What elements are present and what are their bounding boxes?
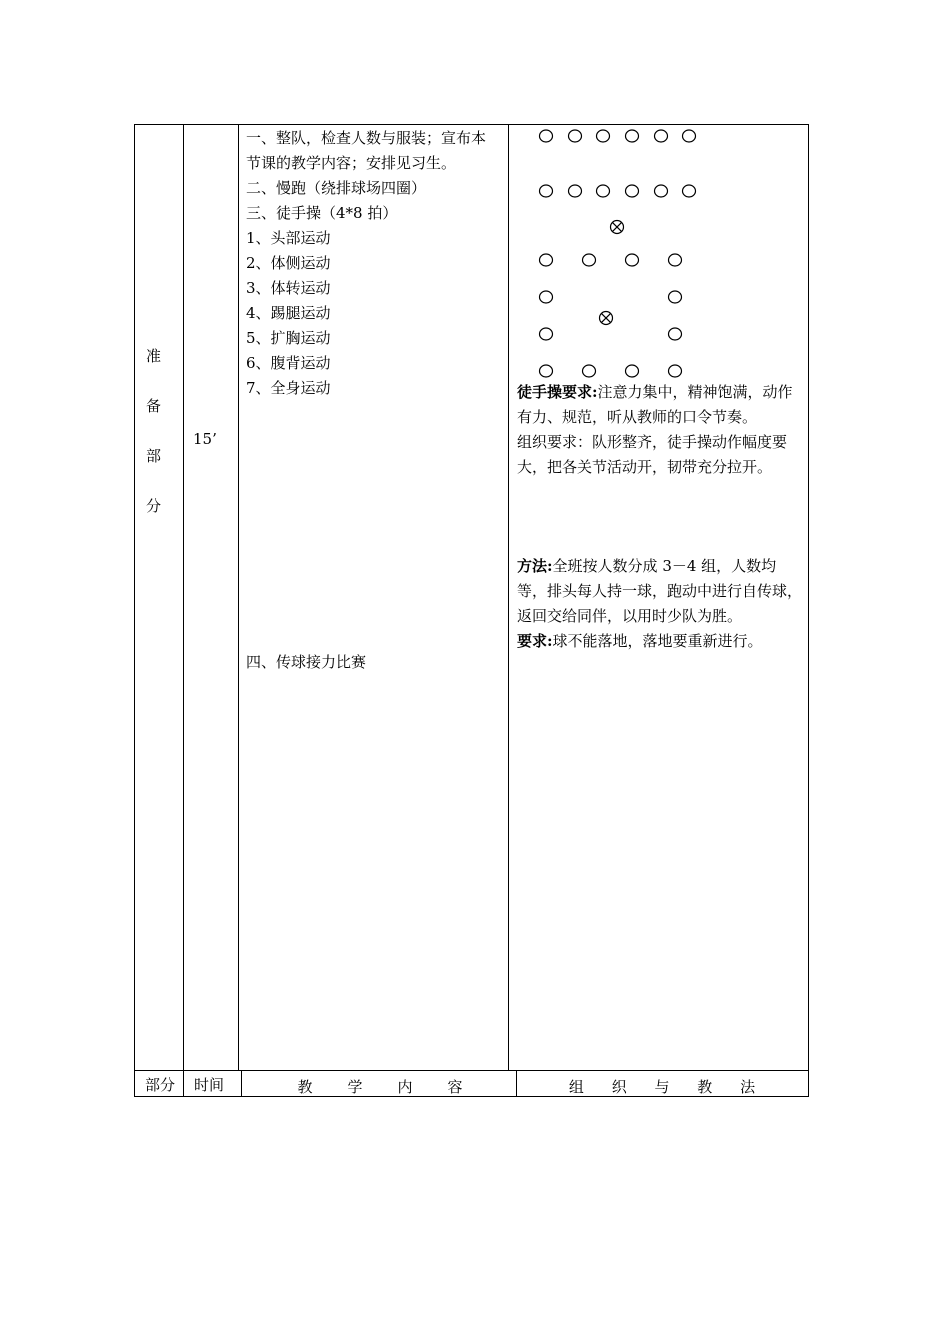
content-line: 二、慢跑（绕排球场四圈） — [246, 179, 427, 197]
footer-content-label — [280, 1076, 480, 1097]
student-marker — [683, 185, 696, 197]
game-method — [517, 554, 802, 629]
time-value: 15’ — [193, 430, 217, 448]
student-marker — [583, 254, 596, 266]
student-marker — [626, 185, 639, 197]
game-requirement — [517, 629, 802, 654]
exercise-requirement-text: 注意力集中，精神饱满，动作有力、规范，听从教师的口令节奏。 — [517, 383, 793, 426]
student-marker — [540, 365, 553, 377]
content-line: 1、头部运动 — [246, 229, 331, 247]
game-requirement-label: 要求: — [517, 632, 553, 650]
teacher-marker — [611, 221, 624, 234]
footer-content-char: 学 — [347, 1078, 363, 1096]
section-label-char: 准 — [146, 347, 162, 365]
section-label-char: 部 — [146, 447, 162, 465]
relay-game-title: 四、传球接力比赛 — [246, 653, 367, 671]
student-marker — [669, 365, 682, 377]
content-line: 6、腹背运动 — [246, 354, 331, 372]
student-marker — [597, 185, 610, 197]
content-line: 一、整队，检查人数与服装；宣布本 — [246, 129, 487, 147]
content-line: 4、踢腿运动 — [246, 304, 331, 322]
exercise-requirement — [517, 380, 802, 430]
student-marker — [655, 185, 668, 197]
content-line: 三、徒手操（4*8 拍） — [246, 204, 398, 222]
section-label-char: 备 — [146, 397, 162, 415]
footer-content-char: 容 — [447, 1078, 463, 1096]
footer-method-char: 法 — [740, 1078, 756, 1096]
footer-method-char: 织 — [611, 1078, 627, 1096]
student-marker — [540, 254, 553, 266]
footer-method-label — [555, 1076, 769, 1097]
game-method-text: 全班按人数分成 3－4 组，人数均等，排头每人持一球，跑动中进行自传球，返回交给同伴，以用时少队为胜。 — [517, 557, 803, 625]
content-line: 2、体侧运动 — [246, 254, 331, 272]
student-marker — [626, 254, 639, 266]
teacher-marker — [600, 312, 613, 325]
footer-content-char: 内 — [397, 1078, 413, 1096]
student-marker — [669, 254, 682, 266]
content-line: 5、扩胸运动 — [246, 329, 331, 347]
footer-time-label: 时间 — [194, 1076, 225, 1094]
student-marker — [540, 328, 553, 340]
footer-method-char: 教 — [697, 1078, 713, 1096]
footer-method-char: 组 — [568, 1078, 584, 1096]
section-label-char: 分 — [146, 497, 162, 515]
game-requirement-text: 球不能落地，落地要重新进行。 — [552, 632, 763, 650]
student-marker — [597, 130, 610, 142]
student-marker — [669, 328, 682, 340]
game-method-label: 方法: — [517, 557, 553, 575]
content-line: 节课的教学内容；安排见习生。 — [246, 154, 457, 172]
footer-part-label: 部分 — [145, 1076, 176, 1094]
footer-method-char: 与 — [654, 1078, 670, 1096]
exercise-requirement-label: 徒手操要求: — [517, 383, 598, 401]
organization-requirement: 组织要求：队形整齐，徒手操动作幅度要大，把各关节活动开，韧带充分拉开。 — [517, 433, 788, 476]
content-line: 3、体转运动 — [246, 279, 331, 297]
student-marker — [669, 291, 682, 303]
student-marker — [540, 291, 553, 303]
student-marker — [540, 185, 553, 197]
student-marker — [583, 365, 596, 377]
student-marker — [626, 365, 639, 377]
student-marker — [569, 130, 582, 142]
student-marker — [655, 130, 668, 142]
footer-content-char: 教 — [297, 1078, 313, 1096]
student-marker — [540, 130, 553, 142]
student-marker — [683, 130, 696, 142]
student-marker — [626, 130, 639, 142]
content-line: 7、全身运动 — [246, 379, 331, 397]
student-marker — [569, 185, 582, 197]
